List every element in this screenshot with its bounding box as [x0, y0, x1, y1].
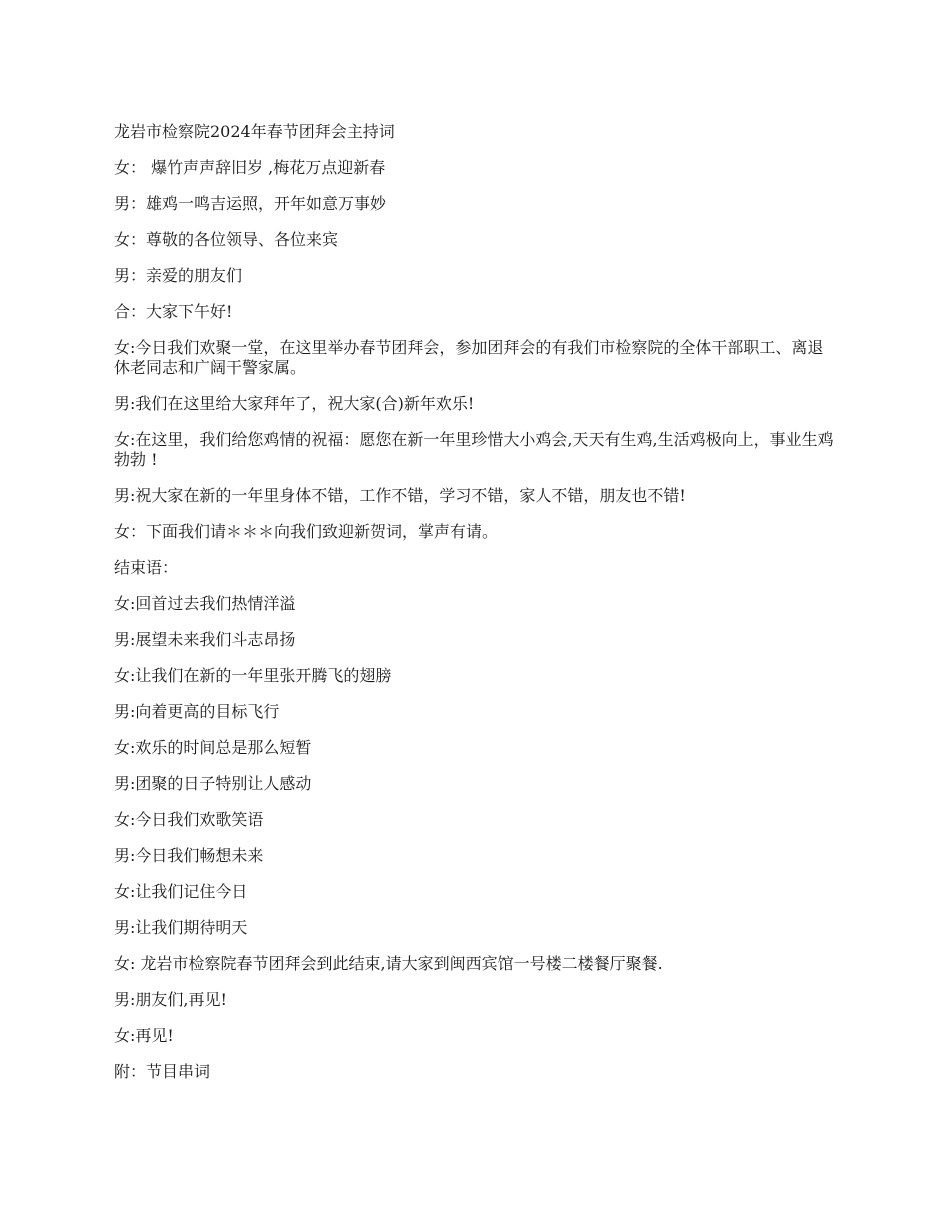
script-line: 男:展望未来我们斗志昂扬 — [114, 630, 296, 649]
script-line: 女:今日我们欢聚一堂，在这里举办春节团拜会，参加团拜会的有我们市检察院的全体干部职工、离退休老同志和广阔干警家属。 — [114, 338, 824, 377]
script-line: 男:我们在这里给大家拜年了，祝大家(合)新年欢乐! — [114, 394, 475, 413]
script-line: 男:朋友们,再见! — [114, 990, 227, 1009]
script-line: 男:让我们期待明天 — [114, 918, 248, 937]
script-line: 女:今日我们欢歌笑语 — [114, 810, 264, 829]
script-line: 女:欢乐的时间总是那么短暂 — [114, 738, 312, 757]
script-line: 女: 龙岩市检察院春节团拜会到此结束,请大家到闽西宾馆一号楼二楼餐厅聚餐. — [114, 954, 663, 973]
script-line: 女:让我们在新的一年里张开腾飞的翅膀 — [114, 666, 392, 685]
script-line: 男:祝大家在新的一年里身体不错，工作不错，学习不错，家人不错，朋友也不错! — [114, 486, 686, 505]
script-line: 男:今日我们畅想未来 — [114, 846, 264, 865]
section-heading: 附：节目串词 — [114, 1062, 211, 1081]
script-line: 女： 爆竹声声辞旧岁 ,梅花万点迎新春 — [114, 158, 386, 177]
document-body — [114, 122, 838, 1098]
script-line: 女:在这里，我们给您鸡情的祝福：愿您在新一年里珍惜大小鸡会,天天有生鸡,生活鸡极向上，事业生鸡勃勃 ! — [114, 430, 834, 469]
script-line: 女:再见! — [114, 1026, 174, 1045]
script-line: 男:团聚的日子特别让人感动 — [114, 774, 312, 793]
script-line: 男：雄鸡一鸣吉运照，开年如意万事妙 — [114, 194, 387, 213]
script-line: 男:向着更高的目标飞行 — [114, 702, 280, 721]
document-title: 龙岩市检察院2024年春节团拜会主持词 — [114, 122, 395, 141]
script-line: 女：尊敬的各位领导、各位来宾 — [114, 230, 339, 249]
script-line: 男：亲爱的朋友们 — [114, 266, 243, 285]
section-heading: 结束语： — [114, 558, 179, 577]
script-line: 女：下面我们请＊＊＊向我们致迎新贺词，掌声有请。 — [114, 522, 499, 541]
script-line: 女:让我们记住今日 — [114, 882, 248, 901]
script-line: 女:回首过去我们热情洋溢 — [114, 594, 296, 613]
script-line: 合：大家下午好! — [114, 302, 233, 321]
